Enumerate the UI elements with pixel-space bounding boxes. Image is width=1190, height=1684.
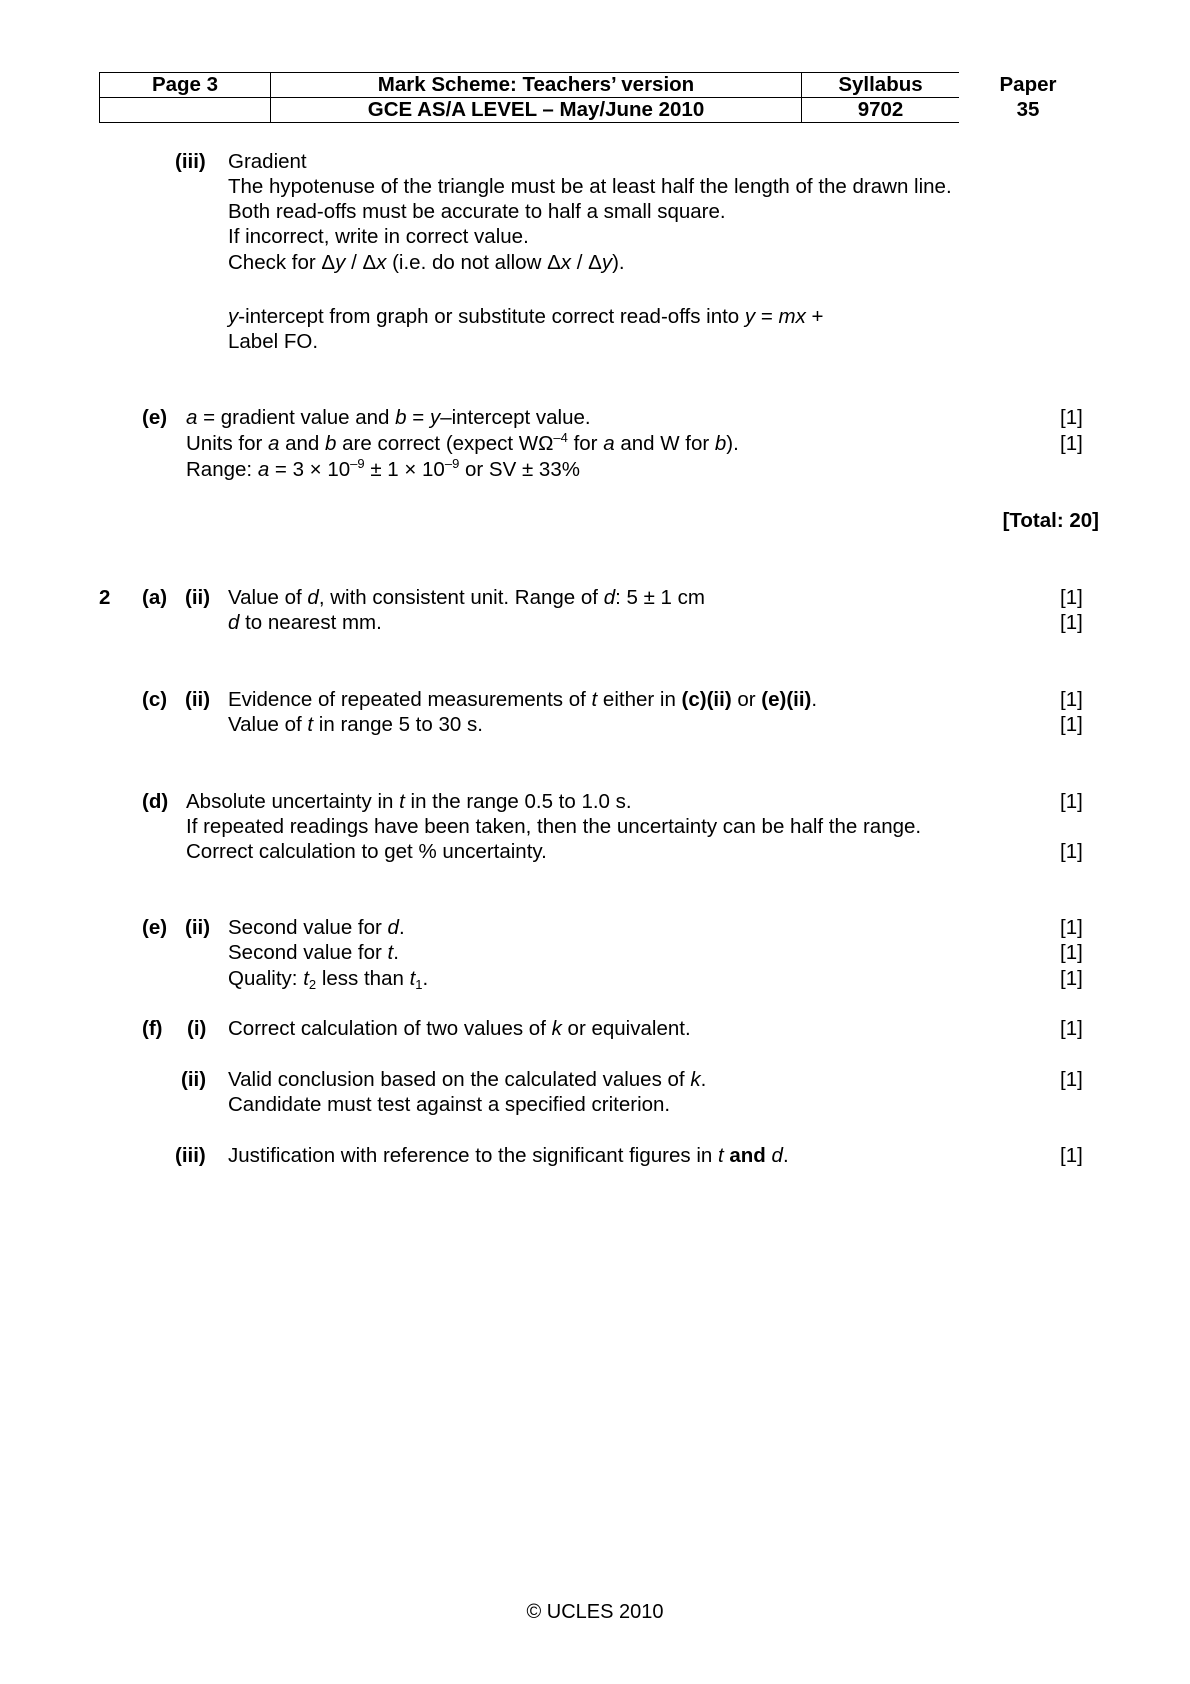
paper-info bbox=[958, 72, 1098, 122]
q2-f-ii-line-2: Candidate must test against a specified criterion. bbox=[228, 1093, 671, 1116]
q2-a-mark-2: [1] bbox=[1060, 611, 1083, 634]
q2-d-label: (d) bbox=[142, 790, 169, 813]
header-empty-cell bbox=[100, 98, 271, 123]
document-title: Mark Scheme: Teachers’ version bbox=[271, 73, 802, 98]
q2-c-label: (c) bbox=[142, 688, 168, 711]
q1-e-mark-2: [1] bbox=[1060, 432, 1083, 455]
q1-iii-line-6: y-intercept from graph or substitute correct read-offs into y = mx + bbox=[228, 305, 824, 328]
q2-a-line-2: d to nearest mm. bbox=[228, 611, 382, 634]
q2-c-line-1: Evidence of repeated measurements of t either in (c)(ii) or (e)(ii). bbox=[228, 688, 818, 711]
q1-iii-line-1: Gradient bbox=[228, 150, 307, 173]
q2-f-i-label: (i) bbox=[187, 1017, 207, 1040]
q2-e-ii-label: (ii) bbox=[185, 916, 211, 939]
q2-a-mark-1: [1] bbox=[1060, 586, 1083, 609]
paper-label: Paper bbox=[999, 73, 1057, 96]
q2-d-line-1: Absolute uncertainty in t in the range 0.5 to 1.0 s. bbox=[186, 790, 632, 813]
q2-e-line-2: Second value for t. bbox=[228, 941, 399, 964]
q1-iii-label: (iii) bbox=[175, 150, 206, 173]
q2-c-mark-2: [1] bbox=[1060, 713, 1083, 736]
q1-iii-line-7: Label FO. bbox=[228, 330, 319, 353]
q2-e-mark-3: [1] bbox=[1060, 967, 1083, 990]
q2-e-mark-2: [1] bbox=[1060, 941, 1083, 964]
q1-iii-line-5: Check for Δy / Δx (i.e. do not allow Δx / Δy). bbox=[228, 251, 625, 274]
page-number: Page 3 bbox=[100, 73, 271, 98]
q2-a-label: (a) bbox=[142, 586, 168, 609]
paper-number: 35 bbox=[1016, 98, 1040, 121]
syllabus-code: 9702 bbox=[802, 98, 960, 123]
q1-e-mark-1: [1] bbox=[1060, 406, 1083, 429]
q1-iii-line-4: If incorrect, write in correct value. bbox=[228, 225, 529, 248]
q2-f-i-mark: [1] bbox=[1060, 1017, 1083, 1040]
q2-a-line-1: Value of d, with consistent unit. Range of d: 5 ± 1 cm bbox=[228, 586, 705, 609]
q2-a-ii-label: (ii) bbox=[185, 586, 211, 609]
q2-d-mark-1: [1] bbox=[1060, 790, 1083, 813]
copyright-footer: © UCLES 2010 bbox=[526, 1601, 664, 1623]
q1-e-label: (e) bbox=[142, 406, 168, 429]
q2-f-ii-mark: [1] bbox=[1060, 1068, 1083, 1091]
q1-iii-line-2: The hypotenuse of the triangle must be at least half the length of the drawn line. bbox=[228, 175, 952, 198]
q2-f-iii-line: Justification with reference to the significant figures in t and d. bbox=[228, 1144, 789, 1167]
q2-f-i-line: Correct calculation of two values of k or equivalent. bbox=[228, 1017, 691, 1040]
q2-c-line-2: Value of t in range 5 to 30 s. bbox=[228, 713, 483, 736]
q2-c-mark-1: [1] bbox=[1060, 688, 1083, 711]
q2-d-line-2: If repeated readings have been taken, then the uncertainty can be half the range. bbox=[186, 815, 922, 838]
q2-f-ii-line-1: Valid conclusion based on the calculated values of k. bbox=[228, 1068, 707, 1091]
exam-session: GCE AS/A LEVEL – May/June 2010 bbox=[271, 98, 802, 123]
q2-f-iii-label: (iii) bbox=[175, 1144, 206, 1167]
q2-number: 2 bbox=[99, 586, 111, 609]
q1-total: [Total: 20] bbox=[1002, 509, 1099, 532]
q2-d-line-3: Correct calculation to get % uncertainty. bbox=[186, 840, 547, 863]
q2-e-mark-1: [1] bbox=[1060, 916, 1083, 939]
q2-f-iii-mark: [1] bbox=[1060, 1144, 1083, 1167]
q2-f-label: (f) bbox=[142, 1017, 163, 1040]
q1-e-line-3: Range: $a = 3 \times 10^{-9} \pm 1 \times 10^{-9}$ or SV ± 33% bbox=[186, 456, 580, 481]
q1-iii-line-3: Both read-offs must be accurate to half a small square. bbox=[228, 200, 726, 223]
q2-c-ii-label: (ii) bbox=[185, 688, 211, 711]
syllabus-label: Syllabus bbox=[802, 73, 960, 98]
q2-e-line-1: Second value for d. bbox=[228, 916, 405, 939]
q1-e-line-1: a = gradient value and b = y–intercept value. bbox=[186, 406, 591, 429]
q1-e-line-2: Units for a and b are correct (expect $W\Omega^{-4}$ for a and W for b). bbox=[186, 430, 739, 455]
q2-f-ii-label: (ii) bbox=[181, 1068, 207, 1091]
q2-d-mark-2: [1] bbox=[1060, 840, 1083, 863]
q2-e-label: (e) bbox=[142, 916, 168, 939]
header-table bbox=[99, 72, 959, 123]
q2-e-line-3: Quality: $t_2$ less than $t_1$. bbox=[228, 967, 429, 992]
